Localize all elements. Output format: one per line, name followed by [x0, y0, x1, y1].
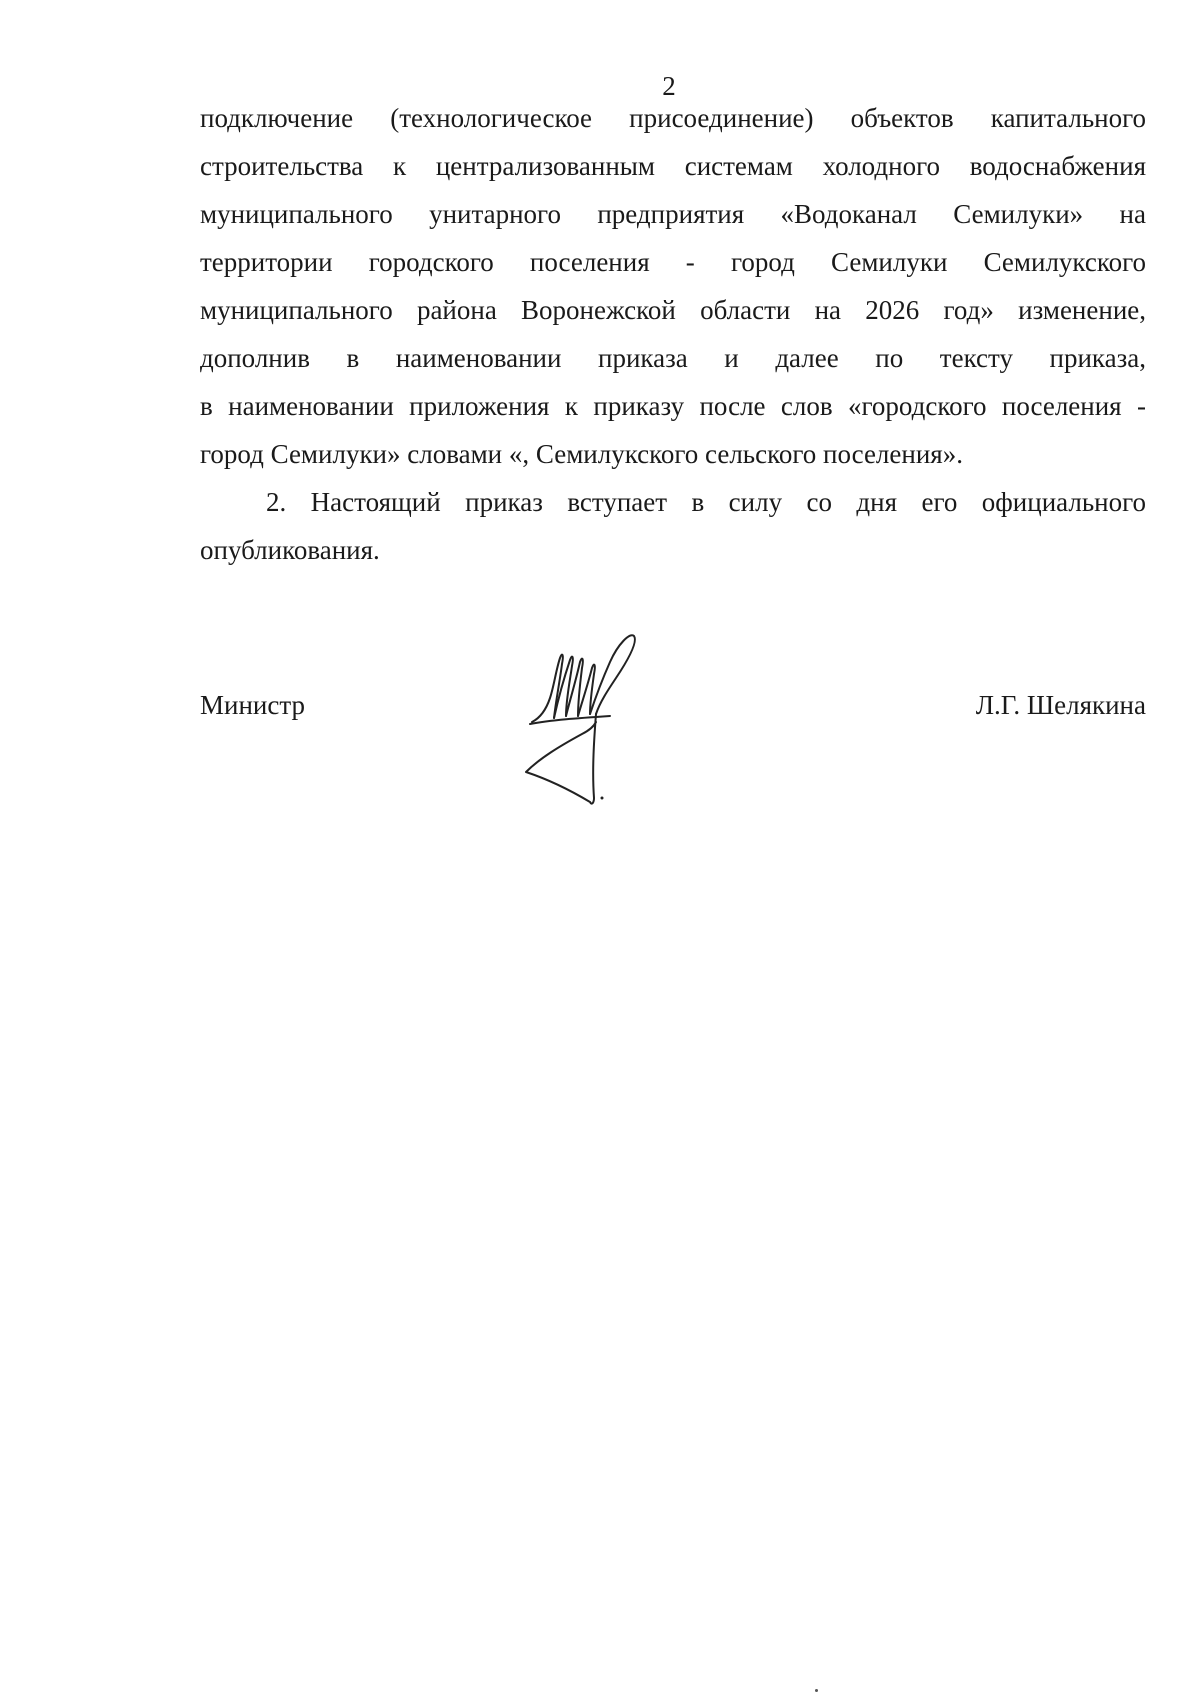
- text-line: строительства к централизованным системам холодного водоснабжения: [200, 151, 1146, 181]
- text-line: в наименовании приложения к приказу после слов «городского поселения -: [200, 391, 1146, 421]
- scan-artifact-dot: [815, 1689, 818, 1692]
- paragraph-1: [200, 94, 1146, 478]
- signer-name: Л.Г. Шелякина: [975, 690, 1146, 720]
- signer-role: Министр: [200, 690, 305, 720]
- text-line: подключение (технологическое присоединение) объектов капитального: [200, 103, 1146, 133]
- paragraph-2: [200, 478, 1146, 574]
- text-line: 2. Настоящий приказ вступает в силу со дня его официального: [266, 487, 1146, 517]
- page-number: 2: [662, 71, 676, 101]
- handwritten-signature: [520, 630, 680, 840]
- text-line: муниципального района Воронежской области на 2026 год» изменение,: [200, 295, 1146, 325]
- document-body: [200, 94, 1146, 574]
- text-line: муниципального унитарного предприятия «Водоканал Семилуки» на: [200, 199, 1146, 229]
- text-line: город Семилуки» словами «, Семилукского сельского поселения».: [200, 439, 963, 469]
- text-line: территории городского поселения - город Семилуки Семилукского: [200, 247, 1146, 277]
- text-line: дополнив в наименовании приказа и далее по тексту приказа,: [200, 343, 1146, 373]
- text-line: опубликования.: [200, 535, 380, 565]
